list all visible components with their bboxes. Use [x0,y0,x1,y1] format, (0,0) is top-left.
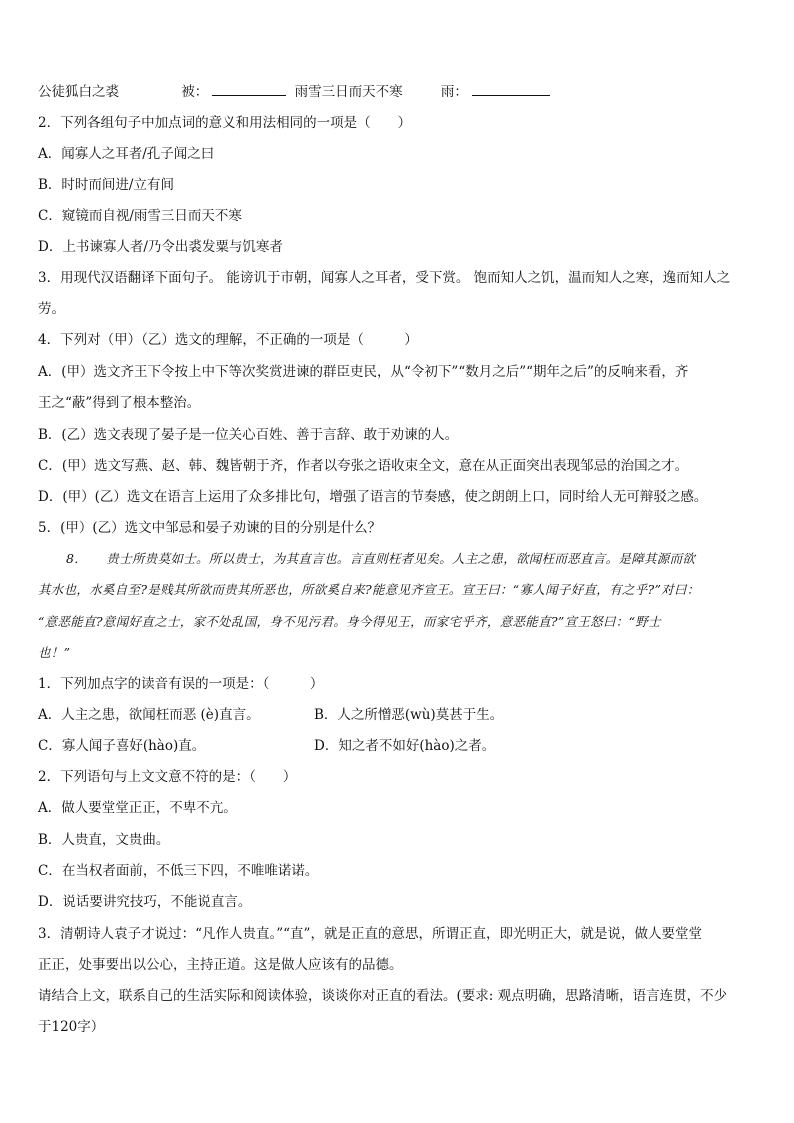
glossary-phrase-2: 雨雪三日而天不寒 [294,84,403,100]
question-1-option-d: D．知之者不如好(hào)之者。 [314,738,496,754]
question-1-row-2 [38,736,758,756]
question-3-line-2: 劳。 [38,301,65,317]
question-1-option-c: C．寡人闻子喜好(hào)直。 [38,738,206,754]
question-1-stem: 1．下列加点字的读音有误的一项是：（ ） [38,676,324,692]
answer-blank-yu[interactable] [472,81,550,96]
question-2-option-c: C．窥镜而自视/雨雪三日而天不寒 [38,208,242,224]
question-4-option-c: C．(甲）选文写燕、赵、韩、魏皆朝于齐，作者以夸张之语收束全文，意在从正面突出表现邹忌的治国之才。 [38,458,689,474]
question-3b-line-2: 正正，处事要出以公心，主持正道。这是做人应该有的品德。 [38,957,403,973]
question-4-stem: 4．下列对（甲）（乙）选文的理解，不正确的一项是（ ） [38,332,418,348]
question-5-stem: 5．(甲）(乙）选文中邹忌和晏子劝谏的目的分别是什么？ [38,520,382,536]
passage-line-4: 也！” [38,645,71,660]
question-3b-line-3: 请结合上文，联系自己的生活实际和阅读体验，谈谈你对正直的看法。(要求: 观点明确，思路清晰，语言连贯，不少 [38,988,728,1004]
question-2-option-a: A．闻寡人之耳者/孔子闻之曰 [38,146,215,162]
question-4-option-b: B．(乙）选文表现了晏子是一位关心百姓、善于言辞、敢于劝谏的人。 [38,427,459,443]
question-3b-line-1: 3．清朝诗人袁子才说过：“凡作人贵直。”“直”，就是正直的意思，所谓正直，即光明正大，就是说，做人要堂堂 [38,926,702,942]
question-3-line-1: 3．用现代汉语翻译下面句子。 能谤讥于市朝，闻寡人之耳者，受下赏。 饱而知人之饥，温而知人之寒，逸而知人之 [38,270,731,286]
question-2b-option-b: B．人贵直，文贵曲。 [38,832,170,848]
question-1-option-a: A．人主之患，欲闻枉而恶 (è)直言。 [38,707,260,723]
passage-line-2: 其水也，水奚自至?是贱其所欲而贵其所恶也，所欲奚自来?能意见齐宣王。宣王曰：“寡人闻子好直，有之乎?”对曰： [38,582,700,597]
passage-line-1: 8． 贵士所贵莫如士。所以贵士，为其直言也。言直则枉者见矣。人主之患，欲闻枉而恶直言。是障其源而欲 [66,551,696,566]
glossary-label-yu: 雨： [440,84,468,100]
question-1-option-b: B．人之所憎恶(wù)莫甚于生。 [314,707,504,723]
question-2b-stem: 2．下列语句与上文文意不符的是：（ ） [38,769,297,785]
passage-line-3: “意恶能直?意闻好直之士，家不处乱国，身不见污君。身今得见王，而家宅乎齐，意恶能直?”宣王怒曰：“野士 [38,614,661,629]
question-2b-option-a: A．做人要堂堂正正，不卑不亢。 [38,800,237,816]
glossary-phrase-1: 公徒狐白之裘 [38,84,119,100]
question-2-stem: 2．下列各组句子中加点词的意义和用法相同的一项是（ ） [38,115,412,131]
question-2b-option-c: C．在当权者面前，不低三下四，不唯唯诺诺。 [38,863,319,879]
question-4-option-a-line-2: 王之“蔽”得到了根本整治。 [38,395,201,411]
glossary-label-bei: 被： [181,84,209,100]
question-3b-line-4: 于120字） [38,1019,105,1035]
question-4-option-d: D．(甲）(乙）选文在语言上运用了众多排比句，增强了语言的节奏感，使之朗朗上口，同时给人无可辩驳之感。 [38,489,708,505]
line-glossary [38,81,758,102]
question-4-option-a-line-1: A．(甲）选文齐王下令按上中下等次奖赏进谏的群臣吏民，从“令初下”“数月之后”“期年之后”的反响来看，齐 [38,364,689,380]
question-1-row-1 [38,705,758,725]
question-2-option-d: D．上书谏寡人者/乃令出裘发粟与饥寒者 [38,239,283,255]
answer-blank-bei[interactable] [212,81,286,96]
question-2b-option-d: D．说话要讲究技巧，不能说直言。 [38,894,252,910]
question-2-option-b: B．时时而间进/立有间 [38,177,174,193]
